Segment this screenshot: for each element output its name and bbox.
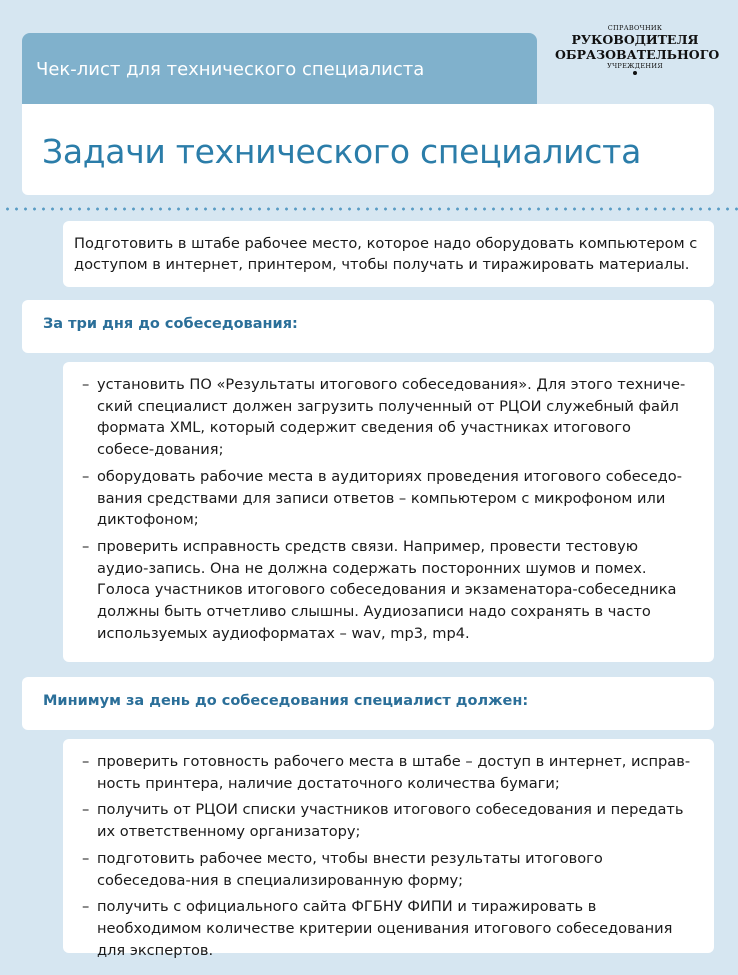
section-title: За три дня до собеседования: bbox=[43, 316, 298, 332]
list-marker: – bbox=[82, 467, 90, 485]
list-item-text: проверить готовность рабочего места в штабе – доступ в интернет, исправ-ность принтера, наличие достаточного количества бумаги; bbox=[97, 753, 691, 792]
section-header-day-before bbox=[22, 677, 714, 730]
list-marker: – bbox=[82, 376, 90, 393]
list-item bbox=[82, 799, 692, 842]
logo-bottom-text: УЧРЕЖДЕНИЯ bbox=[607, 62, 663, 70]
list-item bbox=[82, 536, 692, 645]
publication-logo bbox=[555, 24, 720, 94]
task-list-card bbox=[63, 362, 714, 662]
logo-line-2: ОБРАЗОВАТЕЛЬНОГО bbox=[555, 47, 720, 62]
list-marker: – bbox=[82, 753, 90, 770]
logo-line-1: РУКОВОДИТЕЛЯ bbox=[571, 32, 699, 47]
title-card bbox=[22, 104, 714, 195]
page-title: Задачи технического специалиста bbox=[42, 132, 641, 171]
dotted-divider bbox=[0, 207, 738, 211]
list-item-text: подготовить рабочее место, чтобы внести результаты итогового собеседова-ния в специализированную форму; bbox=[97, 849, 603, 889]
intro-text: Подготовить в штабе рабочее место, которое надо оборудовать компьютером с доступом в интернет, принтером, чтобы получать и тиражировать материалы. bbox=[74, 235, 698, 273]
task-list bbox=[82, 374, 692, 649]
header-tab-title: Чек-лист для технического специалиста bbox=[36, 59, 425, 80]
list-item-text: получить с официального сайта ФГБНУ ФИПИ и тиражировать в необходимом количестве критерии оценивания итогового собеседования для экспертов. bbox=[97, 898, 673, 959]
section-title: Минимум за день до собеседования специалист должен: bbox=[43, 693, 529, 709]
list-item bbox=[82, 466, 692, 531]
list-marker: – bbox=[82, 537, 90, 555]
section-header-three-days bbox=[22, 300, 714, 353]
task-list-card bbox=[63, 739, 714, 959]
list-item-text: получить от РЦОИ списки участников итогового собеседования и передать их ответственному организатору; bbox=[97, 801, 684, 841]
list-marker: – bbox=[82, 898, 90, 916]
list-item-text: проверить исправность средств связи. Например, провести тестовую аудио-запись. Она не должна содержать посторонних шумов и помех. Голоса участников итогового собеседования и экзаменатора-собеседника должны быть отчетливо слышны. Аудиозаписи надо сохранять в часто используемых аудиоформатах – wav, mp3, mp4. bbox=[97, 537, 677, 642]
list-item-text: оборудовать рабочие места в аудиториях проведения итогового собеседо-вания средствами для записи ответов – компьютером с микрофоном или диктофоном; bbox=[97, 467, 682, 529]
logo-top-text: СПРАВОЧНИК bbox=[607, 24, 663, 32]
header-tab bbox=[22, 33, 537, 104]
list-item-text: установить ПО «Результаты итогового собеседования». Для этого техниче-ский специалист должен загрузить полученный от РЦОИ служебный файл формата XML, который содержит сведения об участниках итогового собесе-дования; bbox=[97, 376, 686, 459]
list-item bbox=[82, 374, 692, 461]
list-marker: – bbox=[82, 801, 90, 819]
list-marker: – bbox=[82, 849, 90, 867]
list-item bbox=[82, 751, 692, 794]
list-item bbox=[82, 848, 692, 891]
list-item bbox=[82, 896, 692, 961]
task-list bbox=[82, 751, 692, 966]
logo-dot-icon bbox=[633, 71, 637, 75]
intro-card bbox=[63, 221, 714, 287]
